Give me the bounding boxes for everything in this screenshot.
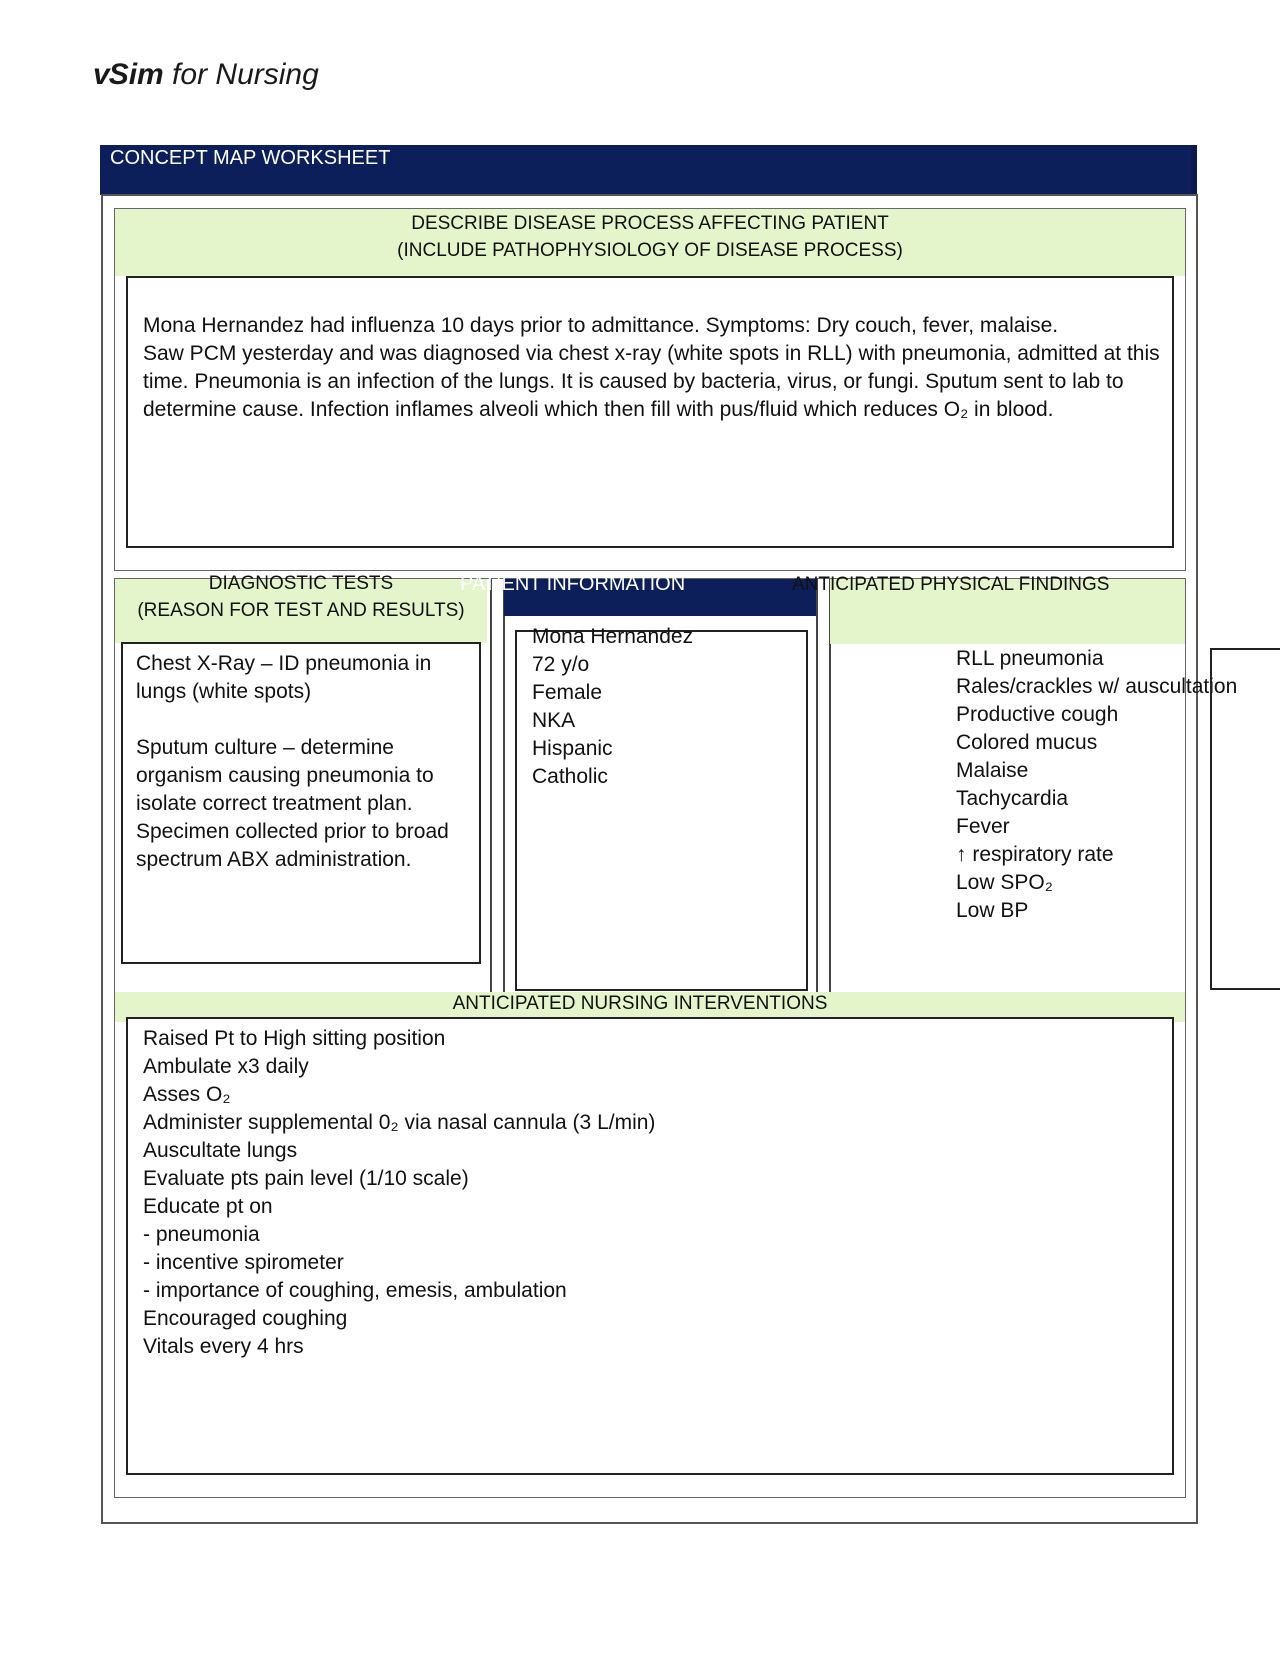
intervention-line: Administer supplemental 0₂ via nasal cannula (3 L/min) [143, 1111, 656, 1134]
intervention-line: Vitals every 4 hrs [143, 1335, 304, 1358]
finding-line: Tachycardia [956, 787, 1069, 810]
disease-line: time. Pneumonia is an infection of the lungs. It is caused by bacteria, virus, or fungi. Sputum sent to lab to [143, 370, 1124, 393]
diagnostic-tests-text [136, 650, 481, 874]
patient-info-line: Mona Hernandez [532, 625, 694, 648]
intervention-line: - incentive spirometer [143, 1251, 344, 1274]
diagnostic-heading [115, 570, 487, 624]
disease-line: Mona Hernandez had influenza 10 days prior to admittance. Symptoms: Dry couch, fever, malaise. [143, 314, 1059, 337]
finding-line: Colored mucus [956, 731, 1098, 754]
diagnostic-line: lungs (white spots) [136, 680, 312, 703]
disease-heading-line1: DESCRIBE DISEASE PROCESS AFFECTING PATIENT [411, 213, 889, 234]
logo-rest: for Nursing [163, 58, 319, 91]
finding-line: Low SPO₂ [956, 871, 1053, 894]
intervention-line: - importance of coughing, emesis, ambulation [143, 1279, 567, 1302]
diagnostic-heading-line2: (REASON FOR TEST AND RESULTS) [137, 600, 465, 621]
patient-info-line: Catholic [532, 765, 608, 788]
diagnostic-line [136, 706, 481, 734]
disease-line: determine cause. Infection inflames alveoli which then fill with pus/fluid which reduces O₂ in blood. [143, 398, 1054, 421]
physical-findings-heading: ANTICIPATED PHYSICAL FINDINGS [792, 574, 1110, 595]
disease-line: Saw PCM yesterday and was diagnosed via chest x-ray (white spots in RLL) with pneumonia, admitted at this [143, 342, 1160, 365]
intervention-line: Educate pt on [143, 1195, 273, 1218]
finding-line: Productive cough [956, 703, 1119, 726]
patient-info-text [532, 623, 802, 791]
worksheet-title: CONCEPT MAP WORKSHEET [110, 147, 391, 169]
diagnostic-line: Specimen collected prior to broad [136, 820, 449, 843]
intervention-line: Encouraged coughing [143, 1307, 348, 1330]
intervention-line: Raised Pt to High sitting position [143, 1027, 446, 1050]
patient-info-line: 72 y/o [532, 653, 590, 676]
finding-line: Rales/crackles w/ auscultation [956, 675, 1238, 698]
intervention-line: - pneumonia [143, 1223, 260, 1246]
finding-line: ↑ respiratory rate [956, 843, 1114, 866]
intervention-line: Auscultate lungs [143, 1139, 298, 1162]
finding-line: Fever [956, 815, 1010, 838]
offpage-box-fragment [1210, 648, 1280, 990]
diagnostic-line: organism causing pneumonia to [136, 764, 434, 787]
disease-process-heading [115, 210, 1185, 264]
diagnostic-heading-line1: DIAGNOSTIC TESTS [208, 573, 394, 594]
patient-info-line: Hispanic [532, 737, 613, 760]
interventions-text [143, 1025, 1163, 1361]
intervention-line: Evaluate pts pain level (1/10 scale) [143, 1167, 469, 1190]
vsim-logo [93, 58, 319, 92]
logo-sim: Sim [108, 58, 164, 91]
patient-info-line: NKA [532, 709, 576, 732]
finding-line: RLL pneumonia [956, 647, 1104, 670]
disease-heading-line2: (INCLUDE PATHOPHYSIOLOGY OF DISEASE PROCESS) [397, 240, 903, 261]
column-divider [490, 579, 492, 992]
intervention-line: Asses O₂ [143, 1083, 231, 1106]
column-divider [816, 579, 818, 992]
diagnostic-line: Sputum culture – determine [136, 736, 394, 759]
logo-v: v [93, 58, 109, 91]
diagnostic-line: spectrum ABX administration. [136, 848, 412, 871]
interventions-heading: ANTICIPATED NURSING INTERVENTIONS [452, 993, 828, 1014]
finding-line: Malaise [956, 759, 1029, 782]
column-divider [503, 579, 505, 992]
disease-process-text [143, 312, 1173, 424]
intervention-line: Ambulate x3 daily [143, 1055, 309, 1078]
diagnostic-line: isolate correct treatment plan. [136, 792, 413, 815]
patient-info-line: Female [532, 681, 603, 704]
diagnostic-line: Chest X-Ray – ID pneumonia in [136, 652, 432, 675]
finding-line: Low BP [956, 899, 1029, 922]
patient-info-heading: PATIENT INFORMATION [460, 573, 686, 595]
